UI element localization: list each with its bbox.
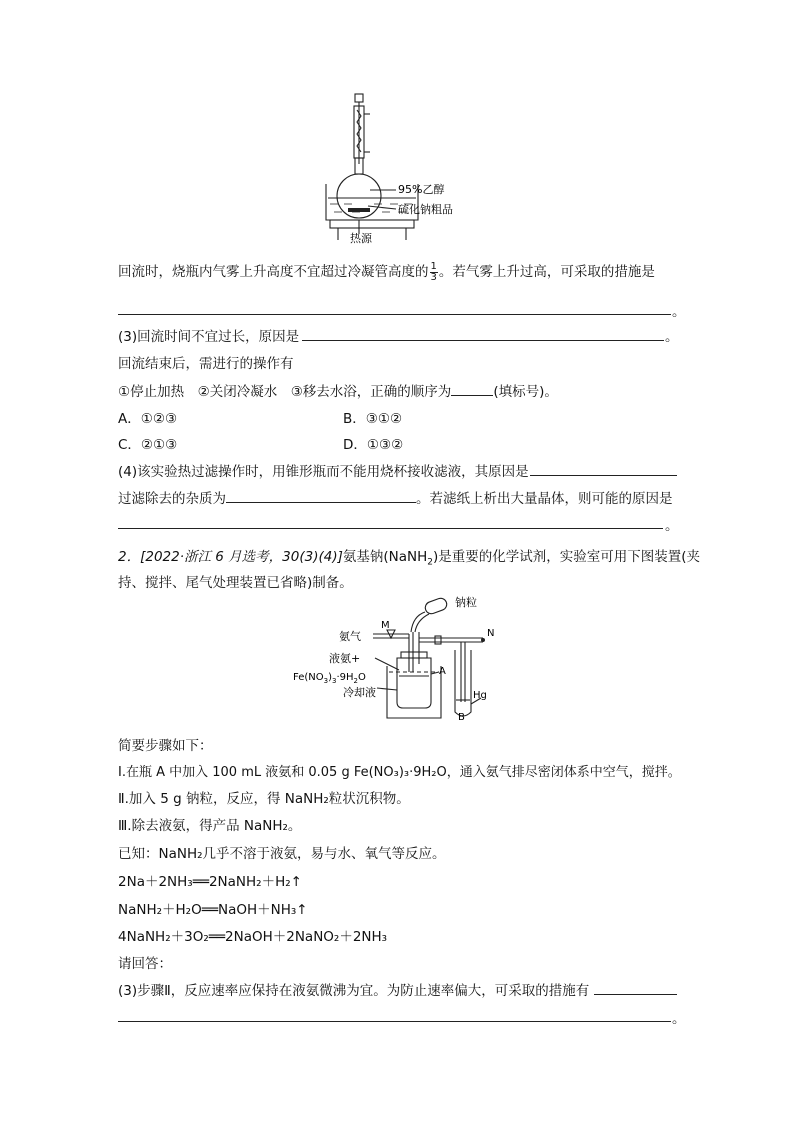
option-b: B．③①②	[343, 411, 403, 427]
option-c: C．②①③	[118, 437, 178, 453]
label-ammonia-gas: 氨气	[339, 630, 361, 643]
q4-line2: 过滤除去的杂质为 。若滤纸上析出大量晶体，则可能的原因是	[118, 491, 673, 507]
label-crude-sodium-sulfide: 硫化钠粗品	[398, 203, 453, 216]
option-d: D．①③②	[343, 437, 404, 453]
label-ferric-nitrate: $Fe(NO_3)_3\cdot 9H_2O$	[293, 672, 366, 685]
equation-2: NaNH₂＋H₂O══NaOH＋NH₃↑	[118, 902, 308, 918]
problem-2-header: 2．[2022·浙江 6 月选考，30(3)(4)]氨基钠(NaNH$_2$)是重要的化学试剂，实验室可用下图装置(夹	[118, 549, 701, 568]
equation-1: 2Na＋2NH₃══2NaNH₂＋H₂↑	[118, 874, 302, 890]
answer-blank[interactable]	[118, 1021, 671, 1022]
q3-after: 回流结束后，需进行的操作有	[118, 356, 294, 372]
label-mercury: Hg	[473, 690, 487, 701]
sodium-amide-apparatus-figure	[293, 592, 515, 723]
answer-prompt: 请回答：	[118, 956, 172, 972]
fraction-one-third: $\frac{1}{3}$	[430, 260, 437, 283]
label-ethanol: 95%乙醇	[398, 183, 445, 196]
step-q3: (3)步骤Ⅱ，反应速率应保持在液氨微沸为宜。为防止速率偏大，可采取的措施有	[118, 983, 590, 999]
label-valve-m: M	[381, 620, 390, 631]
period: 。	[665, 329, 679, 345]
reflux-apparatus-figure	[318, 92, 488, 244]
answer-blank[interactable]	[530, 475, 677, 476]
q3-stem: (3)回流时间不宜过长，原因是	[118, 329, 300, 345]
answer-blank[interactable]	[118, 314, 671, 315]
period: 。	[672, 1011, 686, 1027]
period: 。	[665, 518, 679, 534]
step-1: Ⅰ.在瓶 A 中加入 100 mL 液氨和 0.05 g Fe(NO₃)₃·9H₂O，通入氨气排尽密闭体系中空气，搅拌。	[118, 765, 681, 780]
q4-stem: (4)该实验热过滤操作时，用锥形瓶而不能用烧杯接收滤液，其原因是	[118, 464, 529, 480]
label-valve-n: N	[487, 628, 495, 639]
equation-3: 4NaNH₂＋3O₂══2NaOH＋2NaNO₂＋2NH₃	[118, 929, 388, 945]
option-a: A．①②③	[118, 411, 178, 427]
answer-blank[interactable]	[302, 340, 664, 341]
steps-title: 简要步骤如下：	[118, 738, 213, 754]
answer-blank[interactable]	[594, 994, 677, 995]
answer-blank[interactable]	[451, 383, 493, 396]
label-tube-b: B	[458, 712, 465, 723]
label-heat-source: 热源	[350, 232, 372, 245]
answer-blank[interactable]	[226, 490, 416, 503]
reflux-question: 回流时，烧瓶内气雾上升高度不宜超过冷凝管高度的 $\frac{1}{3}$ 。若气雾上升过高，可采取的措施是	[118, 260, 655, 283]
label-bottle-a: A	[439, 666, 446, 677]
period: 。	[672, 304, 686, 320]
label-coolant: 冷却液	[343, 686, 376, 699]
label-liquid-ammonia: 液氨+	[329, 652, 361, 665]
label-sodium-pellets: 钠粒	[455, 596, 477, 609]
known-info: 已知：NaNH₂几乎不溶于液氨，易与水、氧气等反应。	[118, 846, 446, 862]
q3-operations: ①停止加热 ②关闭冷凝水 ③移去水浴，正确的顺序为 (填标号)。	[118, 384, 558, 400]
answer-blank[interactable]	[118, 528, 663, 529]
problem-2-line2: 持、搅拌、尾气处理装置已省略)制备。	[118, 575, 353, 591]
step-3: Ⅲ.除去液氨，得产品 NaNH₂。	[118, 818, 302, 834]
step-2: Ⅱ.加入 5 g 钠粒，反应，得 NaNH₂粒状沉积物。	[118, 791, 410, 807]
